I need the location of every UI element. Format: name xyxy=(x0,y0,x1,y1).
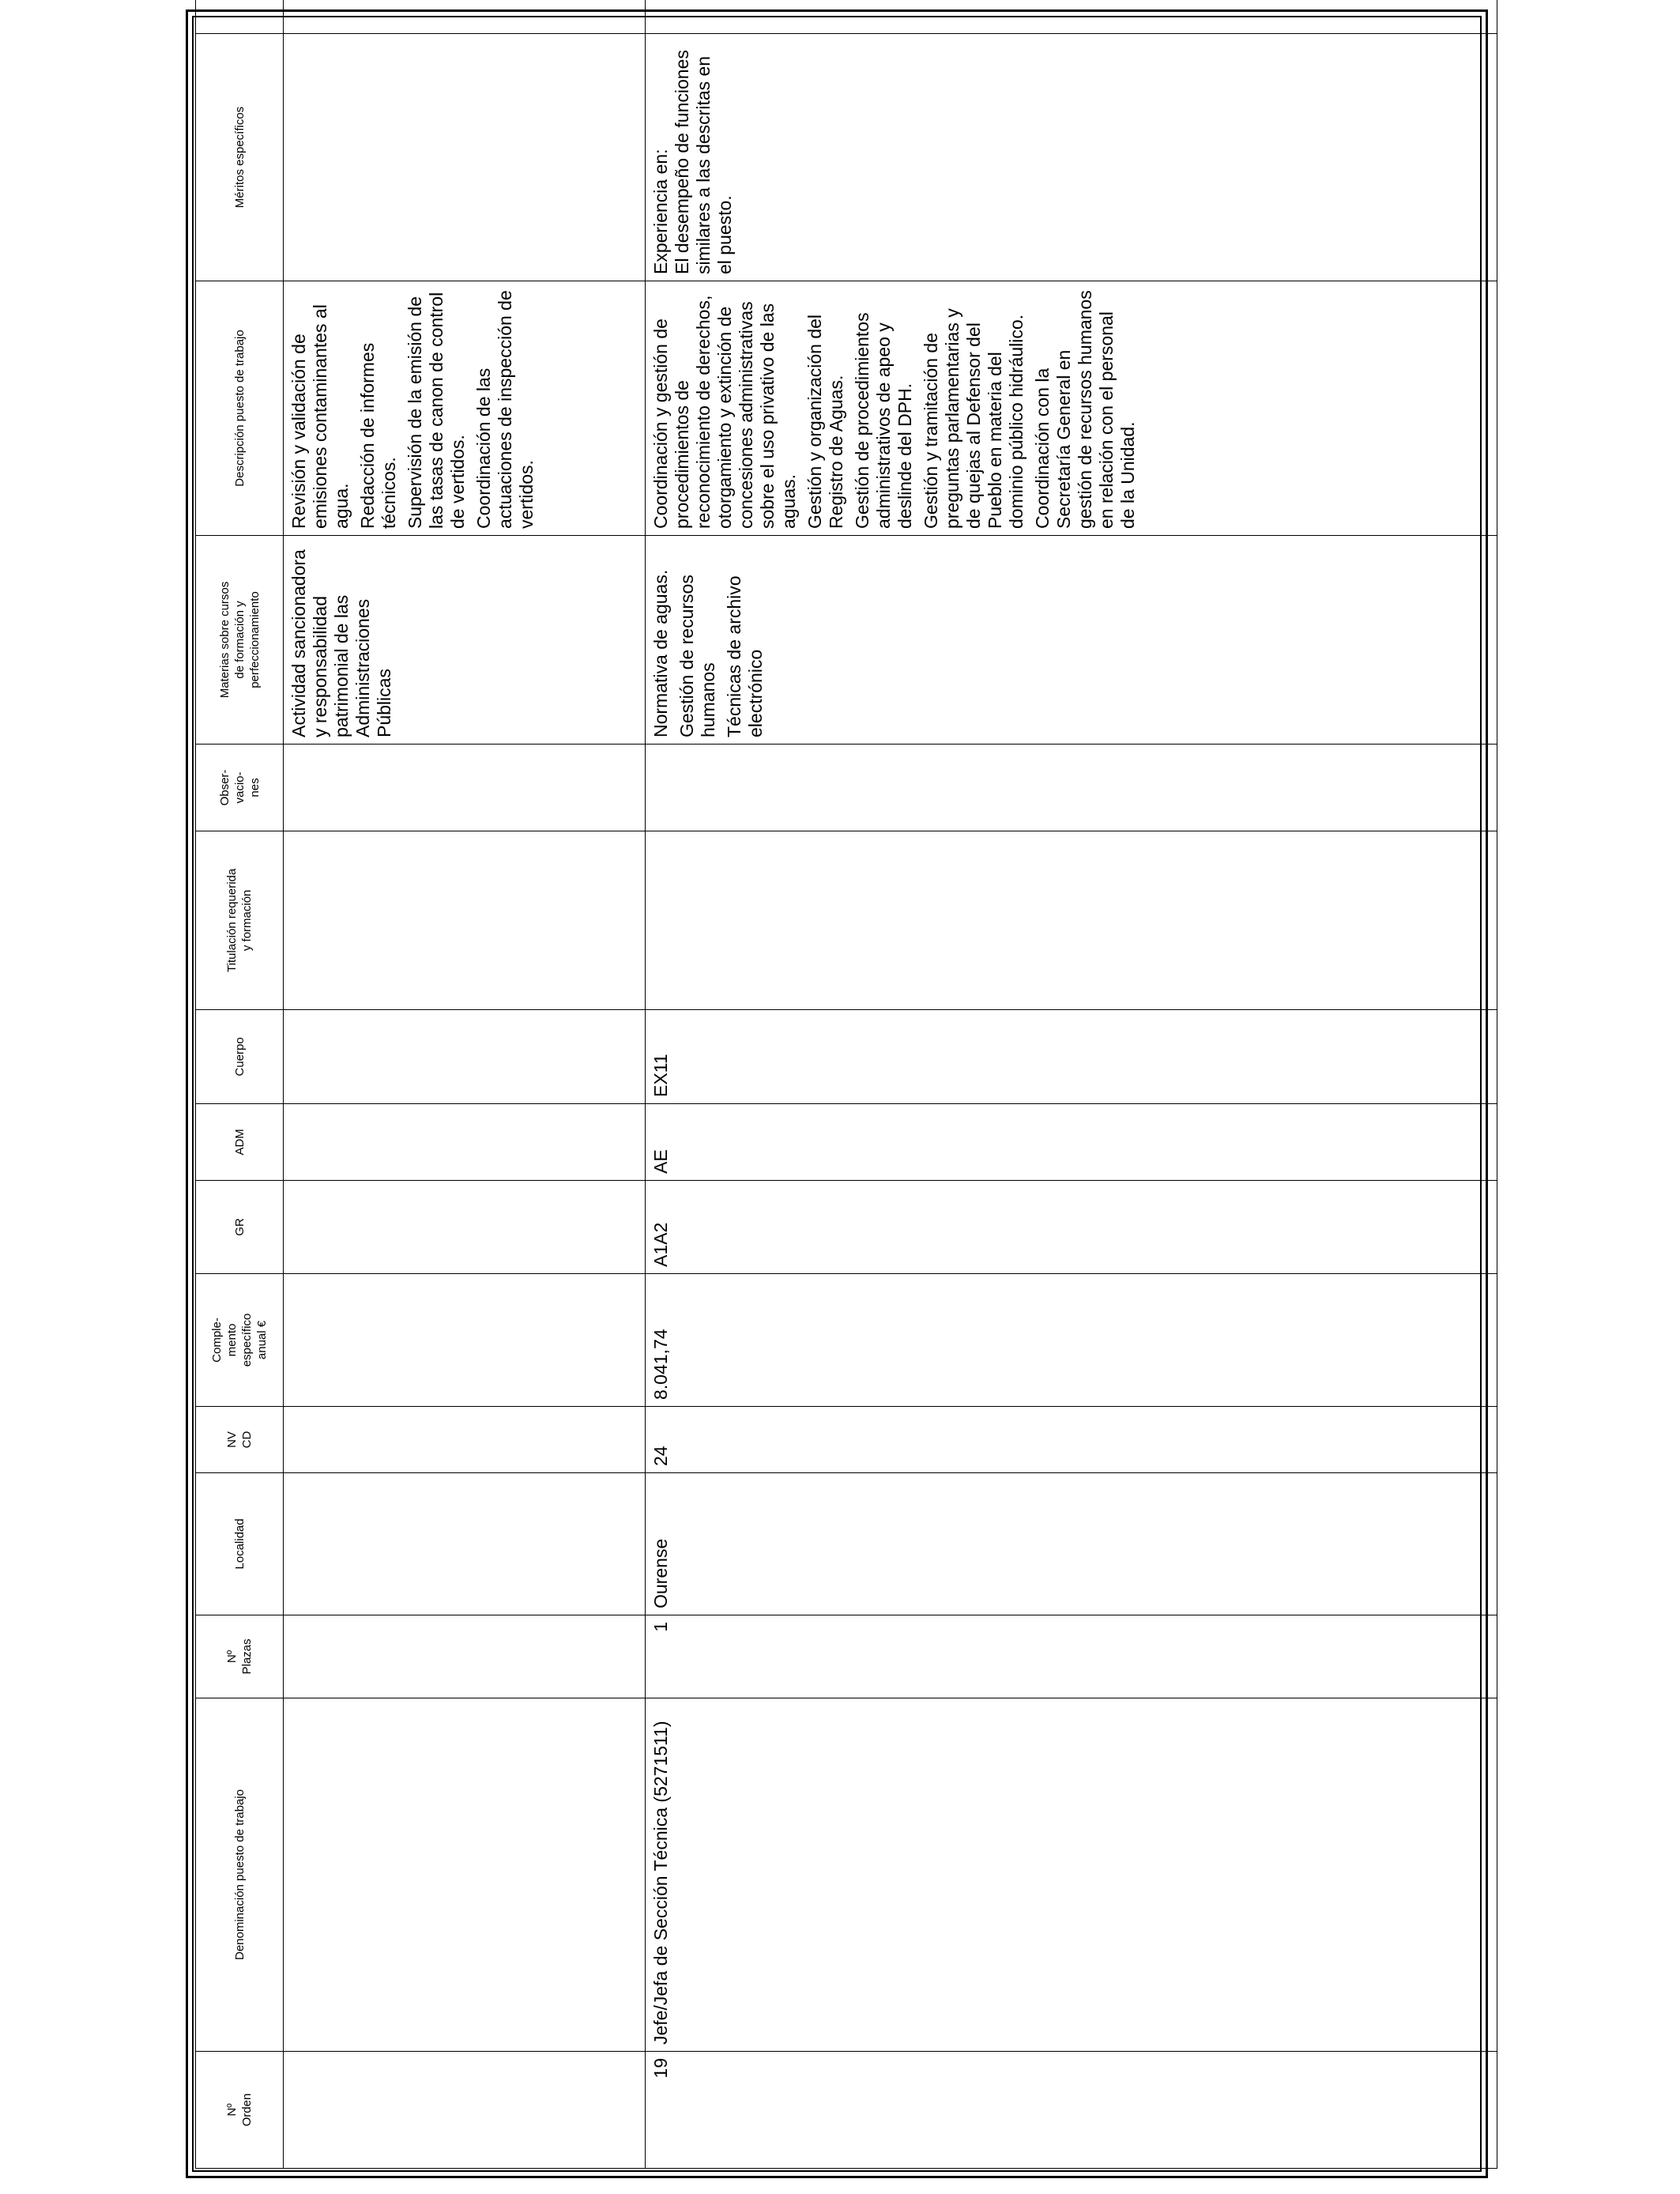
cell-titulacion xyxy=(646,831,1497,1010)
cell-grupo xyxy=(284,1181,646,1274)
descripcion-item: Gestión de procedimientos administrativos de apeo y deslinde del DPH. xyxy=(852,312,915,529)
cell-plazas xyxy=(284,1615,646,1698)
cell-cuerpo: EX11 xyxy=(646,1010,1497,1104)
header-adm: ADM xyxy=(196,1104,284,1181)
cell-meritos xyxy=(646,34,1497,281)
header-denominacion: Denominación puesto de trabajo xyxy=(196,1698,284,2052)
descripcion-item: Coordinación de las actuaciones de inspección de vertidos. xyxy=(473,290,537,529)
cell-denominacion: Jefe/Jefa de Sección Técnica (5271511) xyxy=(646,1698,1497,2052)
cell-adm: AE xyxy=(646,1104,1497,1181)
meritos-text: Experiencia en: El desempeño de funciones similares a las descritas en el puesto. xyxy=(650,50,735,274)
cell-em xyxy=(284,0,646,34)
header-descripcion: Descripción puesto de trabajo xyxy=(196,281,284,536)
cell-localidad: Ourense xyxy=(646,1473,1497,1615)
cell-descripcion xyxy=(284,281,646,536)
cell-plazas: 1 xyxy=(646,1615,1497,1698)
materias-item: Gestión de recursos humanos xyxy=(676,575,718,737)
header-localidad: Localidad xyxy=(196,1473,284,1615)
cell-cuerpo xyxy=(284,1010,646,1104)
table-row xyxy=(284,0,646,2169)
header-materias: Materias sobre cursos de formación y perfeccionamiento xyxy=(196,536,284,745)
header-complemento: Comple- mento específico anual € xyxy=(196,1274,284,1407)
descripcion-item: Gestión y organización del Registro de Aguas. xyxy=(804,314,846,529)
cell-meritos xyxy=(284,34,646,281)
cell-descripcion xyxy=(646,281,1497,536)
cell-localidad xyxy=(284,1473,646,1615)
header-cuerpo: Cuerpo xyxy=(196,1010,284,1104)
materias-text: Actividad sancionadora y responsabilidad patrimonial de las Administraciones Públicas xyxy=(288,549,394,737)
cell-observaciones xyxy=(284,745,646,831)
descripcion-item: Revisión y validación de emisiones contaminantes al agua. xyxy=(288,304,352,529)
header-meritos: Méritos específicos xyxy=(196,34,284,281)
cell-em xyxy=(646,0,1497,34)
cell-adm xyxy=(284,1104,646,1181)
cell-materias xyxy=(284,536,646,745)
header-nivel: NV CD xyxy=(196,1407,284,1473)
cell-orden: 19 xyxy=(646,2052,1497,2169)
cell-orden xyxy=(284,2052,646,2169)
header-titulacion: Titulación requerida y formación xyxy=(196,831,284,1010)
descripcion-item: Coordinación con la Secretaría General en gestión de recursos humanos en relación con el personal de la Unidad. xyxy=(1032,290,1138,529)
header-plazas: Nº Plazas xyxy=(196,1615,284,1698)
materias-item: Normativa de aguas. xyxy=(650,569,671,737)
cell-denominacion xyxy=(284,1698,646,2052)
cell-titulacion xyxy=(284,831,646,1010)
cell-complemento: 8.041,74 xyxy=(646,1274,1497,1407)
cell-nivel: 24 xyxy=(646,1407,1497,1473)
cell-grupo: A1A2 xyxy=(646,1181,1497,1274)
job-positions-table xyxy=(195,0,1497,2169)
descripcion-item: Coordinación y gestión de procedimientos de reconocimiento de derechos, otorgamiento y extinción de concesiones administrativas sobre el uso privativo de las aguas. xyxy=(650,295,799,529)
descripcion-item: Redacción de informes técnicos. xyxy=(357,342,399,529)
cell-complemento xyxy=(284,1274,646,1407)
cell-nivel xyxy=(284,1407,646,1473)
header-orden: Nº Orden xyxy=(196,2052,284,2169)
header-row xyxy=(196,0,284,2169)
materias-item: Técnicas de archivo electrónico xyxy=(724,575,766,737)
rotated-table-container xyxy=(186,9,1488,2178)
cell-observaciones xyxy=(646,745,1497,831)
descripcion-item: Gestión y tramitación de preguntas parlamentarias y de quejas al Defensor del Pueblo en materia del dominio público hidráulico. xyxy=(921,308,1026,529)
header-em xyxy=(196,0,284,34)
header-grupo: GR xyxy=(196,1181,284,1274)
table-row xyxy=(646,0,1497,2169)
descripcion-item: Supervisión de la emisión de las tasas de canon de control de vertidos. xyxy=(405,292,468,529)
header-observaciones: Obser- vacio- nes xyxy=(196,745,284,831)
cell-materias xyxy=(646,536,1497,745)
